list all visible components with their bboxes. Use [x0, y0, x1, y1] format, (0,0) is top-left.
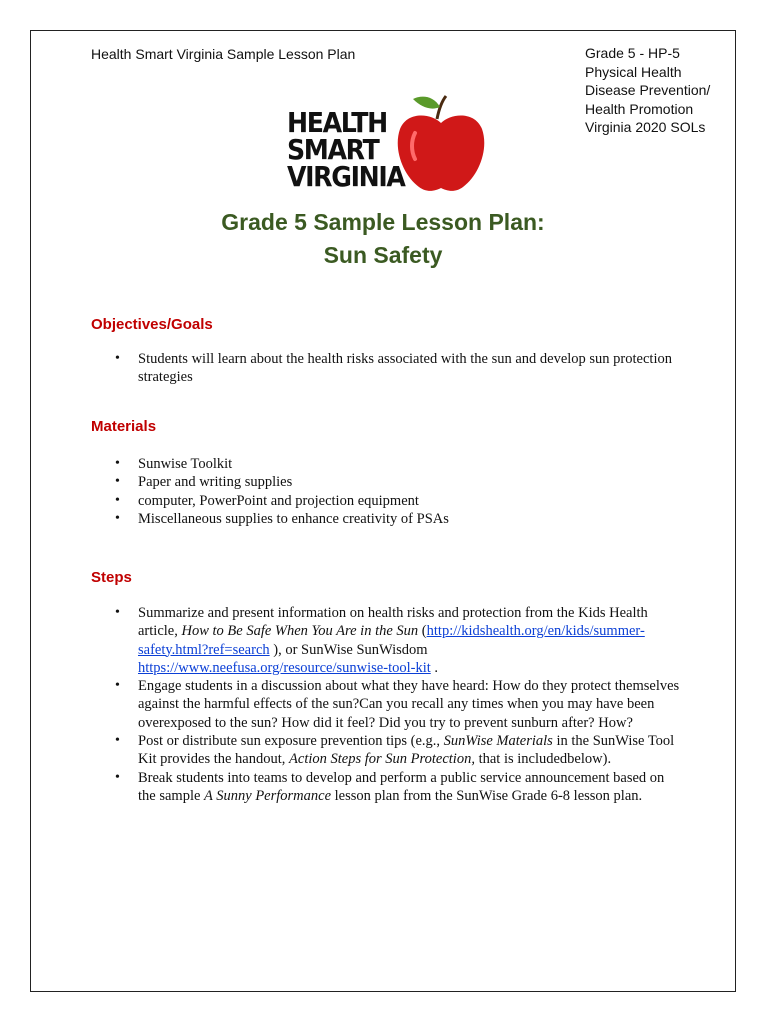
sunwise-toolkit-link[interactable]: https://www.neefusa.org/resource/sunwise-tool-kit — [138, 659, 431, 676]
list-item — [91, 604, 681, 677]
header-grade-line: Virginia 2020 SOLs — [585, 119, 706, 135]
step-text: lesson plan from the SunWise Grade 6-8 lesson plan. — [331, 787, 643, 804]
header-grade-line: Grade 5 - HP-5 — [585, 45, 680, 61]
list-item: • Sunwise Toolkit — [91, 455, 681, 473]
list-item: • Students will learn about the health risks associated with the sun and develop sun protection strategies — [91, 350, 681, 387]
list-item: • Miscellaneous supplies to enhance creativity of PSAs — [91, 510, 681, 528]
plan-title: A Sunny Performance — [204, 787, 332, 804]
step-text: that is includedbelow). — [474, 751, 612, 768]
header-title: Health Smart Virginia Sample Lesson Plan — [91, 46, 356, 62]
article-title: How to Be Safe When You Are in the Sun — [181, 623, 419, 640]
apple-icon — [393, 93, 489, 197]
header-grade-line: Disease Prevention/ — [585, 82, 711, 98]
steps-list — [91, 604, 681, 805]
step-text: Summarize and present information on health risks and protection from the Kids Health article, — [138, 605, 648, 640]
list-item: • computer, PowerPoint and projection equipment — [91, 492, 681, 510]
step-text: Post or distribute sun exposure prevention tips (e.g., — [138, 733, 444, 750]
list-item: • Engage students in a discussion about what they have heard: How do they protect themselves against the harmful effects of the sun?Can you recall any times when you may have been overexposed to the sun? How did it feel? Did you try to prevent sunburn after? How? — [91, 677, 681, 732]
header-grade-line: Physical Health — [585, 63, 682, 80]
step-text: ), or SunWise SunWisdom — [269, 641, 428, 658]
steps-heading: Steps — [91, 569, 132, 586]
logo-line: SMART — [287, 133, 379, 166]
list-item — [91, 769, 681, 806]
materials-list — [91, 455, 681, 528]
logo-line: HEALTH — [287, 106, 387, 139]
list-item — [91, 732, 681, 769]
step-text: ( — [418, 623, 427, 640]
logo-line: VIRGINIA — [287, 160, 405, 193]
step-text: in the SunWise Tool Kit provides the handout, — [138, 733, 675, 768]
objectives-list — [91, 350, 681, 387]
health-smart-virginia-logo — [287, 93, 487, 197]
objectives-heading: Objectives/Goals — [91, 316, 213, 333]
handout-title: Action Steps for Sun Protection, — [289, 751, 475, 768]
kidshealth-link[interactable]: http://kidshealth.org/en/kids/summer- safety.html?ref=search — [138, 623, 645, 658]
lesson-title: Grade 5 Sample Lesson Plan: — [221, 209, 545, 235]
materials-title: SunWise Materials — [443, 733, 553, 750]
materials-heading: Materials — [91, 418, 157, 435]
list-item: • Paper and writing supplies — [91, 473, 681, 491]
lesson-subtitle: Sun Safety — [323, 242, 443, 268]
step-text: . — [430, 659, 439, 676]
step-text: Break students into teams to develop and perform a public service announcement based on the sample — [138, 769, 665, 804]
document-page — [30, 30, 736, 992]
header-grade-info — [585, 44, 710, 137]
header-grade-line: Health Promotion — [585, 100, 694, 117]
